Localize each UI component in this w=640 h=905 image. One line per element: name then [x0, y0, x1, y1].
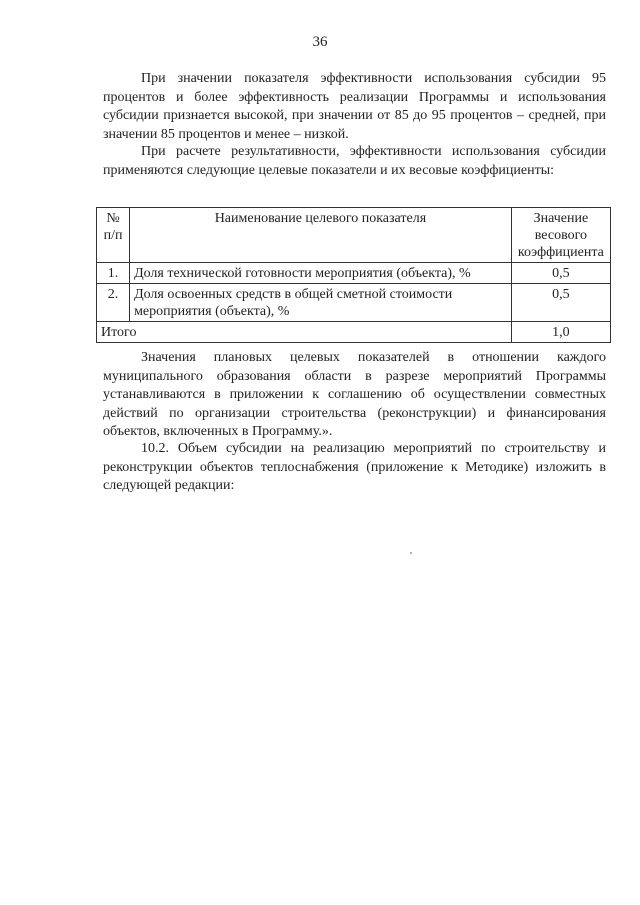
header-name: Наименование целевого показателя [130, 208, 512, 263]
paragraph-planned-values: Значения плановых целевых показателей в отношении каждого муниципального образования области в разрезе мероприятий Программы устанавливаются в приложении к соглашению об осуществлении совместных действий по организации строительства (реконструкции) и финансирования объектов, включенных в Программу.». [103, 350, 606, 440]
row-num: 2. [97, 284, 130, 322]
total-value: 1,0 [511, 322, 610, 343]
header-num: № п/п [97, 208, 130, 263]
page-number: 36 [312, 34, 328, 50]
table-total-row [97, 322, 611, 343]
table-row [97, 263, 611, 284]
scan-speck [410, 552, 412, 554]
paragraph-section-10-2: 10.2. Объем субсидии на реализацию мероприятий по строительству и реконструкции объектов теплоснабжения (приложение к Методике) изложить в следующей редакции: [103, 441, 606, 494]
row-name: Доля технической готовности мероприятия (объекта), % [130, 263, 512, 284]
row-name: Доля освоенных средств в общей сметной стоимости мероприятия (объекта), % [130, 284, 512, 322]
paragraph-efficiency: При значении показателя эффективности использования субсидии 95 процентов и более эффективность реализации Программы и использования субсидии признается высокой, при значении от 85 до 95 процентов – средней, при значении 85 процентов и менее – низкой. [103, 71, 606, 142]
total-label: Итого [97, 322, 512, 343]
coefficients-table [96, 207, 611, 343]
table-header-row [97, 208, 611, 263]
paragraph-indicators-intro: При расчете результативности, эффективности использования субсидии применяются следующие целевые показатели и их весовые коэффициенты: [103, 144, 606, 178]
header-value: Значение весового коэффициента [511, 208, 610, 263]
row-value: 0,5 [511, 263, 610, 284]
row-value: 0,5 [511, 284, 610, 322]
table-row [97, 284, 611, 322]
row-num: 1. [97, 263, 130, 284]
